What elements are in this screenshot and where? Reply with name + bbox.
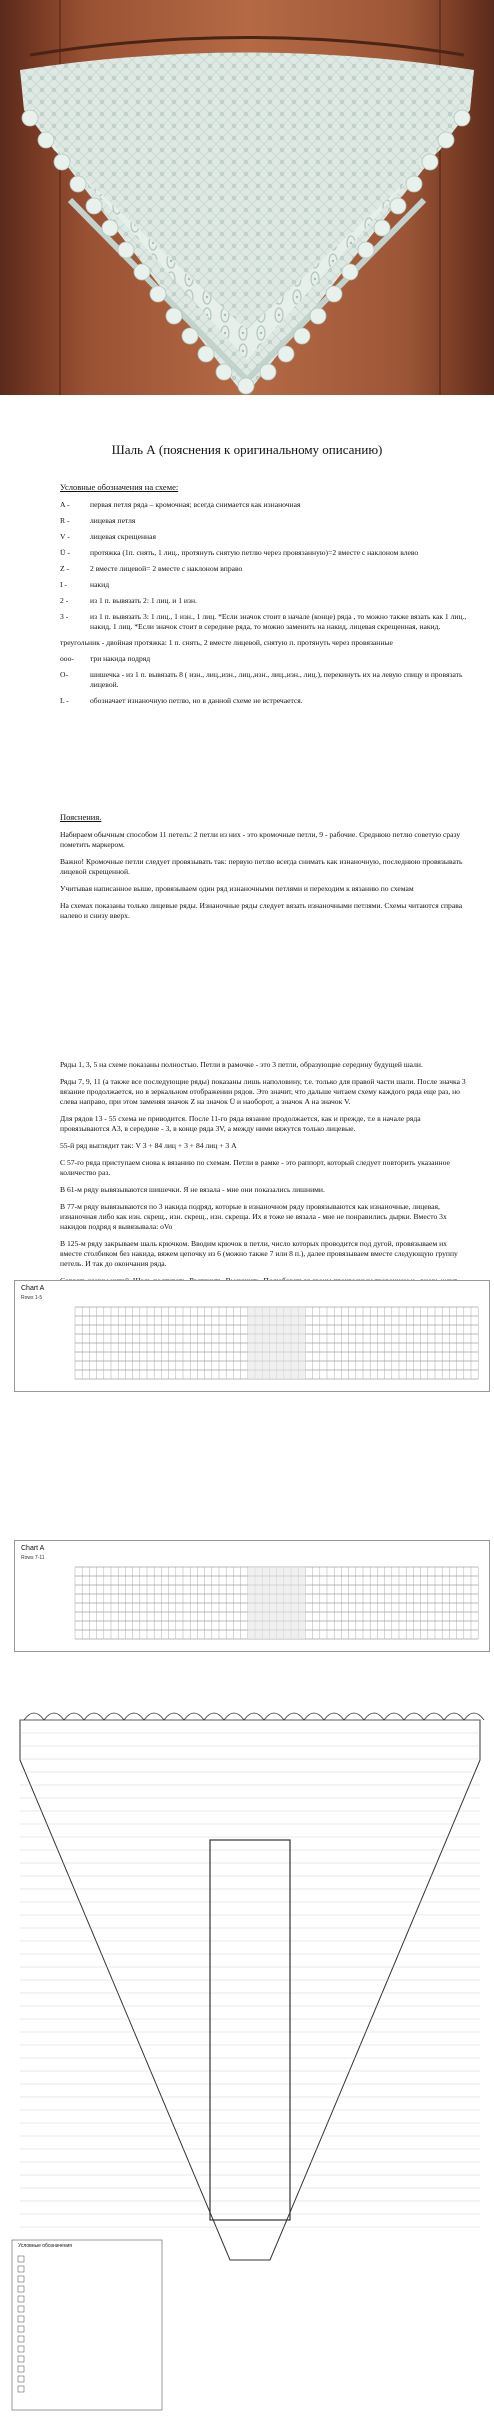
- knitting-chart-rows-1-5: [14, 1280, 490, 1392]
- legend-row: [60, 580, 480, 590]
- chart-subtitle: Rows 1-5: [21, 1295, 43, 1301]
- knitting-chart-rows-7-11: [14, 1540, 490, 1652]
- paragraph: Учитывая написанное выше, провязываем один ряд изнаночными петлями и переходим к вязанию по схемам: [60, 884, 414, 893]
- legend-symbol: A -: [60, 500, 70, 509]
- legend-text: лицевая петля: [90, 516, 136, 525]
- scallop-edge: [104, 1713, 124, 1720]
- scallop-edge: [164, 1713, 184, 1720]
- legend-symbol: Ü -: [60, 548, 70, 557]
- chart-grid: [15, 1281, 489, 1391]
- scallop-edge: [24, 1713, 44, 1720]
- schematic-legend-box: [12, 2240, 162, 2410]
- legend-text: три накида подряд: [90, 654, 151, 663]
- chart-grid: [15, 1541, 489, 1651]
- paragraph: В 77-м ряду вывязываются по 3 накида подряд, которые в изнаночном ряду провязываются как изнаночные, лицевая, изнаночная либо как изн. скрещ., изн. скрещ., изн. скреща. Их я тоже не вязала - мне не понравились дырки. Вместо 3х накидов подряд я вывязывала: oVo: [60, 1202, 447, 1231]
- legend-text: лицевая скрещенная: [90, 532, 156, 541]
- paragraph: Ряды 7, 9, 11 (а также все последующие ряды) показаны лишь наполовину, т.е. только для правой части шали. После значка 3 вязание продолжается, но в зеркальном отображении рядов. Это значит, что дальше читаем схему каждого ряда еще раз, но слева направо, при этом заменяя значок Z на значок Ü и наоборот, а значок A на значок V.: [60, 1077, 466, 1106]
- legend-symbol: 3 -: [60, 612, 69, 621]
- legend-text: обозначает изнаночную петлю, но в данной схеме не встречается.: [90, 696, 303, 705]
- explanations-heading: Пояснения.: [60, 812, 102, 822]
- document-title: Шаль А (пояснения к оригинальному описанию): [111, 442, 383, 457]
- scallop-edge: [284, 1713, 304, 1720]
- scallop-edge: [444, 1713, 464, 1720]
- paragraph: На схемах показаны только лицевые ряды. Изнаночные ряды следует вязать изнаночными петлями. Схемы читаются справа налево и снизу вверх.: [60, 901, 463, 920]
- chart-subtitle: Rows 7-11: [21, 1555, 45, 1561]
- symbol-legend: [60, 500, 480, 712]
- paragraph: В 61-м ряду вывязываются шишечки. Я не вязала - мне они показались лишними.: [60, 1185, 325, 1194]
- repeat-shading: [248, 1567, 306, 1639]
- legend-row: [60, 596, 480, 606]
- legend-symbol: O-: [60, 670, 69, 679]
- legend-row: [60, 516, 480, 526]
- legend-text: 2 вместе лицевой= 2 вместе с наклоном вправо: [90, 564, 243, 573]
- scallop-edge: [404, 1713, 424, 1720]
- legend-row: [60, 612, 480, 632]
- schematic-drawing: [10, 1700, 490, 2420]
- chart-title: Chart A: [21, 1285, 45, 1292]
- legend-text: первая петля ряда – кромочная; всегда снимается как изнаночная: [90, 500, 301, 509]
- schematic-legend-title: Условные обозначения: [18, 2243, 73, 2249]
- legend-symbol: I -: [60, 580, 67, 589]
- chart-title: Chart A: [21, 1545, 45, 1552]
- legend-row: [60, 654, 480, 664]
- legend-symbol: L -: [60, 696, 69, 705]
- scallop-edge: [64, 1713, 84, 1720]
- scallop-edge: [304, 1713, 324, 1720]
- shawl-outline: [20, 1720, 480, 2260]
- explanations-intro: [60, 830, 470, 928]
- legend-symbol: 2 -: [60, 596, 69, 605]
- scallop-edge: [44, 1713, 64, 1720]
- paragraph: 55-й ряд выглядит так: V 3 + 84 лиц + 3 + 84 лиц + 3 A: [60, 1141, 237, 1150]
- shawl-illustration: [0, 0, 494, 395]
- shawl-photo: [0, 0, 494, 395]
- legend-text: протяжка (1п. снять, 1 лиц., протянуть снятую петлю через провязанную)=2 вместе с наклоном влево: [90, 548, 419, 557]
- legend-row: [60, 696, 480, 706]
- paragraph: С 57-го ряда приступаем снова к вязанию по схемам. Петли в рамке - это раппорт, который следует повторить указанное количество раз.: [60, 1158, 450, 1177]
- legend-row: [60, 564, 480, 574]
- legend-symbol: Z -: [60, 564, 70, 573]
- paragraph: Ряды 1, 3, 5 на схеме показаны полностью. Петли в рамочке - это 3 петли, образующие середину будущей шали.: [60, 1060, 423, 1069]
- paragraph: Набираем обычным способом 11 петель: 2 петли из них - это кромочные петли, 9 - рабочие. Среднюю петлю советую сразу пометить маркером.: [60, 830, 461, 849]
- legend-row: [60, 548, 480, 558]
- scallop-edge: [244, 1713, 264, 1720]
- legend-symbol: V -: [60, 532, 70, 541]
- schematic-lines: [20, 1713, 484, 2260]
- scallop-edge: [204, 1713, 224, 1720]
- legend-row: [60, 670, 480, 690]
- scallop-edge: [324, 1713, 344, 1720]
- scallop-edge: [384, 1713, 404, 1720]
- scallop-edge: [184, 1713, 204, 1720]
- repeat-shading: [248, 1307, 306, 1379]
- scallop-edge: [344, 1713, 364, 1720]
- legend-row: [60, 532, 480, 542]
- scallop-edge: [464, 1713, 484, 1720]
- scallop-edge: [424, 1713, 444, 1720]
- legend-row: [60, 638, 480, 648]
- legend-text: шишечка - из 1 п. вывязать 8 ( изн., лиц.,изн., лиц.,изн., лиц.,изн., лиц.), перекинуть их на левую спицу и провязать лицевой.: [90, 670, 463, 689]
- legend-text: из 1 п. вывязать 3: 1 лиц., 1 изн., 1 лиц. *Если значок стоит в начале (конце) ряда , то можно также вязать как 1 лиц., накид, 1 лиц. *Если значок стоит в середине ряда, то можно заменить на накид, лицевая скрещенная, накид.: [90, 612, 467, 631]
- scallop-edge: [124, 1713, 144, 1720]
- paragraph: Важно! Кромочные петли следует провязывать так: первую петлю всегда снимать как изнаночную, последнюю провязывать лицевой скрещенной.: [60, 857, 463, 876]
- legend-text: накид: [90, 580, 110, 589]
- full-shawl-schematic: [10, 1700, 490, 2420]
- legend-symbol: ooo-: [60, 654, 74, 663]
- legend-symbol: R -: [60, 516, 70, 525]
- paragraph: Для рядов 13 - 55 схема не приводится. После 11-го ряда вязание продолжается, как и прежде, т.е в начале ряда провязываются А3, в середине - 3, в конце ряда 3V, а между ними вяжутся только лицевые.: [60, 1114, 421, 1133]
- scallop-edge: [144, 1713, 164, 1720]
- scallop-edge: [224, 1713, 244, 1720]
- scallop-edge: [84, 1713, 104, 1720]
- legend-text: треугольник - двойная протяжка: 1 п. снять, 2 вместе лицевой, снятую п. протянуть через провязанные: [60, 638, 393, 647]
- scallop-edge: [264, 1713, 284, 1720]
- legend-text: из 1 п. вывязать 2: 1 лиц. и 1 изн.: [90, 596, 197, 605]
- legend-row: [60, 500, 480, 510]
- center-panel: [210, 1840, 290, 2220]
- paragraph: В 125-м ряду закрываем шаль крючком. Вводим крючок в петли, число которых проводится под дугой, провязываем их вместе столбиком без накида, вяжем цепочку из 6 (можно также 7 или 8 п.), далее провязываем вместе следующую группу петель. И так до окончания ряда.: [60, 1239, 458, 1268]
- legend-heading: Условные обозначения на схеме:: [60, 482, 179, 492]
- scallop-edge: [364, 1713, 384, 1720]
